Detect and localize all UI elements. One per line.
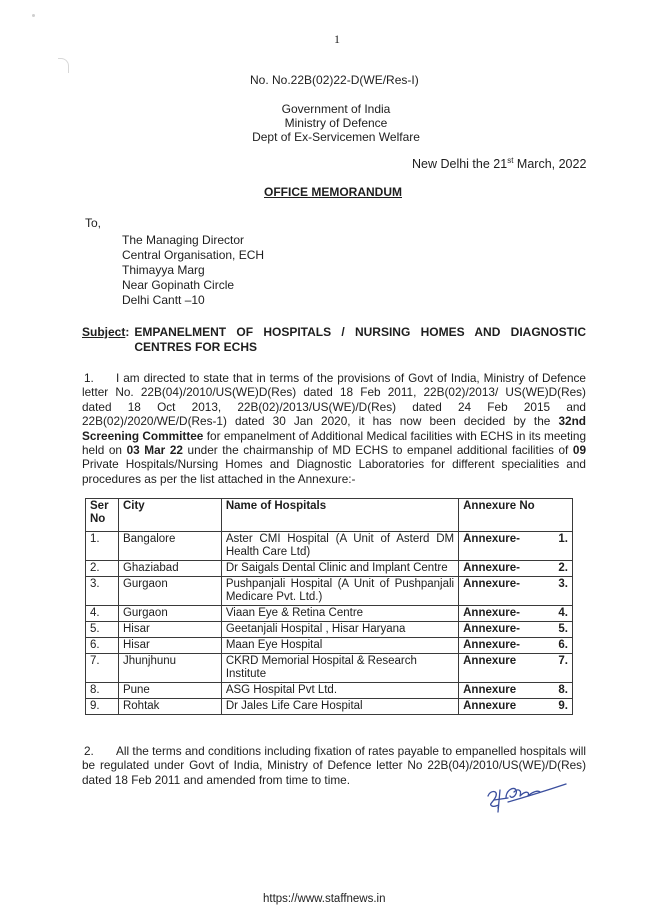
subject-line xyxy=(82,325,586,355)
table-row xyxy=(86,532,573,561)
table-row xyxy=(86,606,573,622)
signature-icon xyxy=(482,778,574,818)
cell-city: Ghaziabad xyxy=(118,561,221,577)
cell-city: Rohtak xyxy=(118,699,221,715)
paragraph-text: I am directed to state that in terms of the provisions of Govt of India, Ministry of Defence letter No. 22B(04)/2010/US(WE)D(Res) dated 18 Feb 2011, 22B(02)/2013/ US(WE)D(Res) dated 18 Oct 2013, 22B(02)/2013/US(WE)/D(Res) dated 24 Feb 2015 and 22B(02)/2020/WE/D(Res-1) dated 30 Jan 2020, it has now been decided by the xyxy=(82,371,586,429)
document-title: OFFICE MEMORANDUM xyxy=(264,185,402,199)
table-row xyxy=(86,577,573,606)
header-annexure-no: Annexure No xyxy=(459,499,573,532)
paragraph-text: under the chairmanship of MD ECHS to empanel additional facilities of xyxy=(182,443,573,458)
table-row xyxy=(86,654,573,683)
cell-city: Pune xyxy=(118,683,221,699)
issuer-block xyxy=(250,102,422,144)
date-ordinal: st xyxy=(507,156,514,165)
cell-hospital-name: CKRD Memorial Hospital & Research Institute xyxy=(221,654,458,683)
address-line: Thimayya Marg xyxy=(122,263,205,277)
annexure-number: 1. xyxy=(558,533,568,545)
annexure-label: Annexure- xyxy=(463,639,520,651)
cell-ser: 4. xyxy=(86,606,119,622)
table-row xyxy=(86,622,573,638)
annexure-number: 2. xyxy=(558,562,568,574)
meeting-date: 03 Mar 22 xyxy=(126,443,183,458)
annexure-label: Annexure- xyxy=(463,623,520,635)
address-line: Delhi Cantt –10 xyxy=(122,293,205,307)
subject-label: Subject xyxy=(82,325,126,339)
subject-colon: : xyxy=(125,325,130,339)
address-line: Central Organisation, ECH xyxy=(122,248,265,262)
cell-annexure xyxy=(459,561,573,577)
subject-text: EMPANELMENT OF HOSPITALS / NURSING HOMES AND DIAGNOSTIC CENTRES FOR ECHS xyxy=(134,325,586,354)
cell-ser: 6. xyxy=(86,638,119,654)
cell-hospital-name: Maan Eye Hospital xyxy=(221,638,458,654)
cell-annexure xyxy=(459,654,573,683)
issuer-department: Dept of Ex-Servicemen Welfare xyxy=(252,130,420,144)
cell-annexure xyxy=(459,532,573,561)
reference-number: No. No.22B(02)22-D(WE/Res-I) xyxy=(250,73,419,87)
date-prefix: New Delhi the 21 xyxy=(412,157,508,171)
issuer-government: Government of India xyxy=(281,102,391,116)
annexure-label: Annexure- xyxy=(463,562,520,574)
cell-ser: 7. xyxy=(86,654,119,683)
cell-city: Jhunjhunu xyxy=(118,654,221,683)
issuer-ministry: Ministry of Defence xyxy=(284,116,388,130)
annexure-label: Annexure xyxy=(463,700,517,712)
cell-annexure xyxy=(459,606,573,622)
paragraph-number: 2. xyxy=(84,744,94,758)
committee-name: 32nd Screening Committee xyxy=(82,414,586,443)
facility-count: 09 xyxy=(572,443,587,458)
cell-annexure xyxy=(459,683,573,699)
annexure-number: 9. xyxy=(558,700,568,712)
cell-annexure xyxy=(459,638,573,654)
scan-artifact-dot xyxy=(32,14,35,17)
annexure-number: 7. xyxy=(558,655,568,667)
annexure-number: 3. xyxy=(558,578,568,590)
table-row xyxy=(86,683,573,699)
cell-ser: 5. xyxy=(86,622,119,638)
table-row xyxy=(86,561,573,577)
table-header-row xyxy=(86,499,573,532)
cell-hospital-name: Aster CMI Hospital (A Unit of Asterd DM Health Care Ltd) xyxy=(221,532,458,561)
paragraph-number: 1. xyxy=(84,371,94,385)
hospitals-table xyxy=(85,498,573,715)
cell-city: Hisar xyxy=(118,638,221,654)
table-row xyxy=(86,699,573,715)
cell-hospital-name: Pushpanjali Hospital (A Unit of Pushpanjali Medicare Pvt. Ltd.) xyxy=(221,577,458,606)
paragraph-text: All the terms and conditions including fixation of rates payable to empanelled hospitals will be regulated under Govt of India, Ministry of Defence letter No 22B(04)/2010/US(WE)/D(Res) dated 18 Feb 2011 and amended from time to time. xyxy=(82,744,586,787)
cell-hospital-name: Viaan Eye & Retina Centre xyxy=(221,606,458,622)
annexure-number: 6. xyxy=(558,639,568,651)
annexure-number: 4. xyxy=(558,607,568,619)
header-hospital-name: Name of Hospitals xyxy=(221,499,458,532)
header-ser-no: Ser No xyxy=(86,499,119,532)
annexure-label: Annexure- xyxy=(463,533,520,545)
cell-hospital-name: ASG Hospital Pvt Ltd. xyxy=(221,683,458,699)
addressee-to-label: To, xyxy=(85,216,102,230)
address-line: Near Gopinath Circle xyxy=(122,278,235,292)
paragraph-text: Private Hospitals/Nursing Homes and Diagnostic Laboratories for different specialities and procedures as per the list attached in the Annexure:- xyxy=(82,457,586,486)
annexure-label: Annexure- xyxy=(463,607,520,619)
cell-ser: 8. xyxy=(86,683,119,699)
cell-hospital-name: Dr Saigals Dental Clinic and Implant Centre xyxy=(221,561,458,577)
cell-annexure xyxy=(459,622,573,638)
scan-artifact-mark xyxy=(58,58,69,73)
cell-ser: 3. xyxy=(86,577,119,606)
annexure-number: 8. xyxy=(558,684,568,696)
table-row xyxy=(86,638,573,654)
paragraph-text: for empanelment of Additional Medical facilities with ECHS in its meeting held on xyxy=(82,428,586,458)
date-line xyxy=(412,156,586,171)
annexure-number: 5. xyxy=(558,623,568,635)
footer-url[interactable]: https://www.staffnews.in xyxy=(263,893,386,905)
cell-city: Bangalore xyxy=(118,532,221,561)
cell-hospital-name: Dr Jales Life Care Hospital xyxy=(221,699,458,715)
cell-annexure xyxy=(459,577,573,606)
cell-annexure xyxy=(459,699,573,715)
cell-ser: 9. xyxy=(86,699,119,715)
address-line: The Managing Director xyxy=(122,233,245,247)
date-rest: March, 2022 xyxy=(513,157,587,171)
annexure-label: Annexure- xyxy=(463,578,520,590)
signature xyxy=(482,778,574,821)
page-number: 1 xyxy=(334,32,340,46)
annexure-label: Annexure xyxy=(463,655,517,667)
addressee-block xyxy=(122,233,264,308)
cell-city: Gurgaon xyxy=(118,606,221,622)
annexure-label: Annexure xyxy=(463,684,517,696)
cell-hospital-name: Geetanjali Hospital , Hisar Haryana xyxy=(221,622,458,638)
paragraph-1 xyxy=(82,371,586,486)
cell-city: Gurgaon xyxy=(118,577,221,606)
cell-ser: 2. xyxy=(86,561,119,577)
header-city: City xyxy=(118,499,221,532)
cell-city: Hisar xyxy=(118,622,221,638)
cell-ser: 1. xyxy=(86,532,119,561)
